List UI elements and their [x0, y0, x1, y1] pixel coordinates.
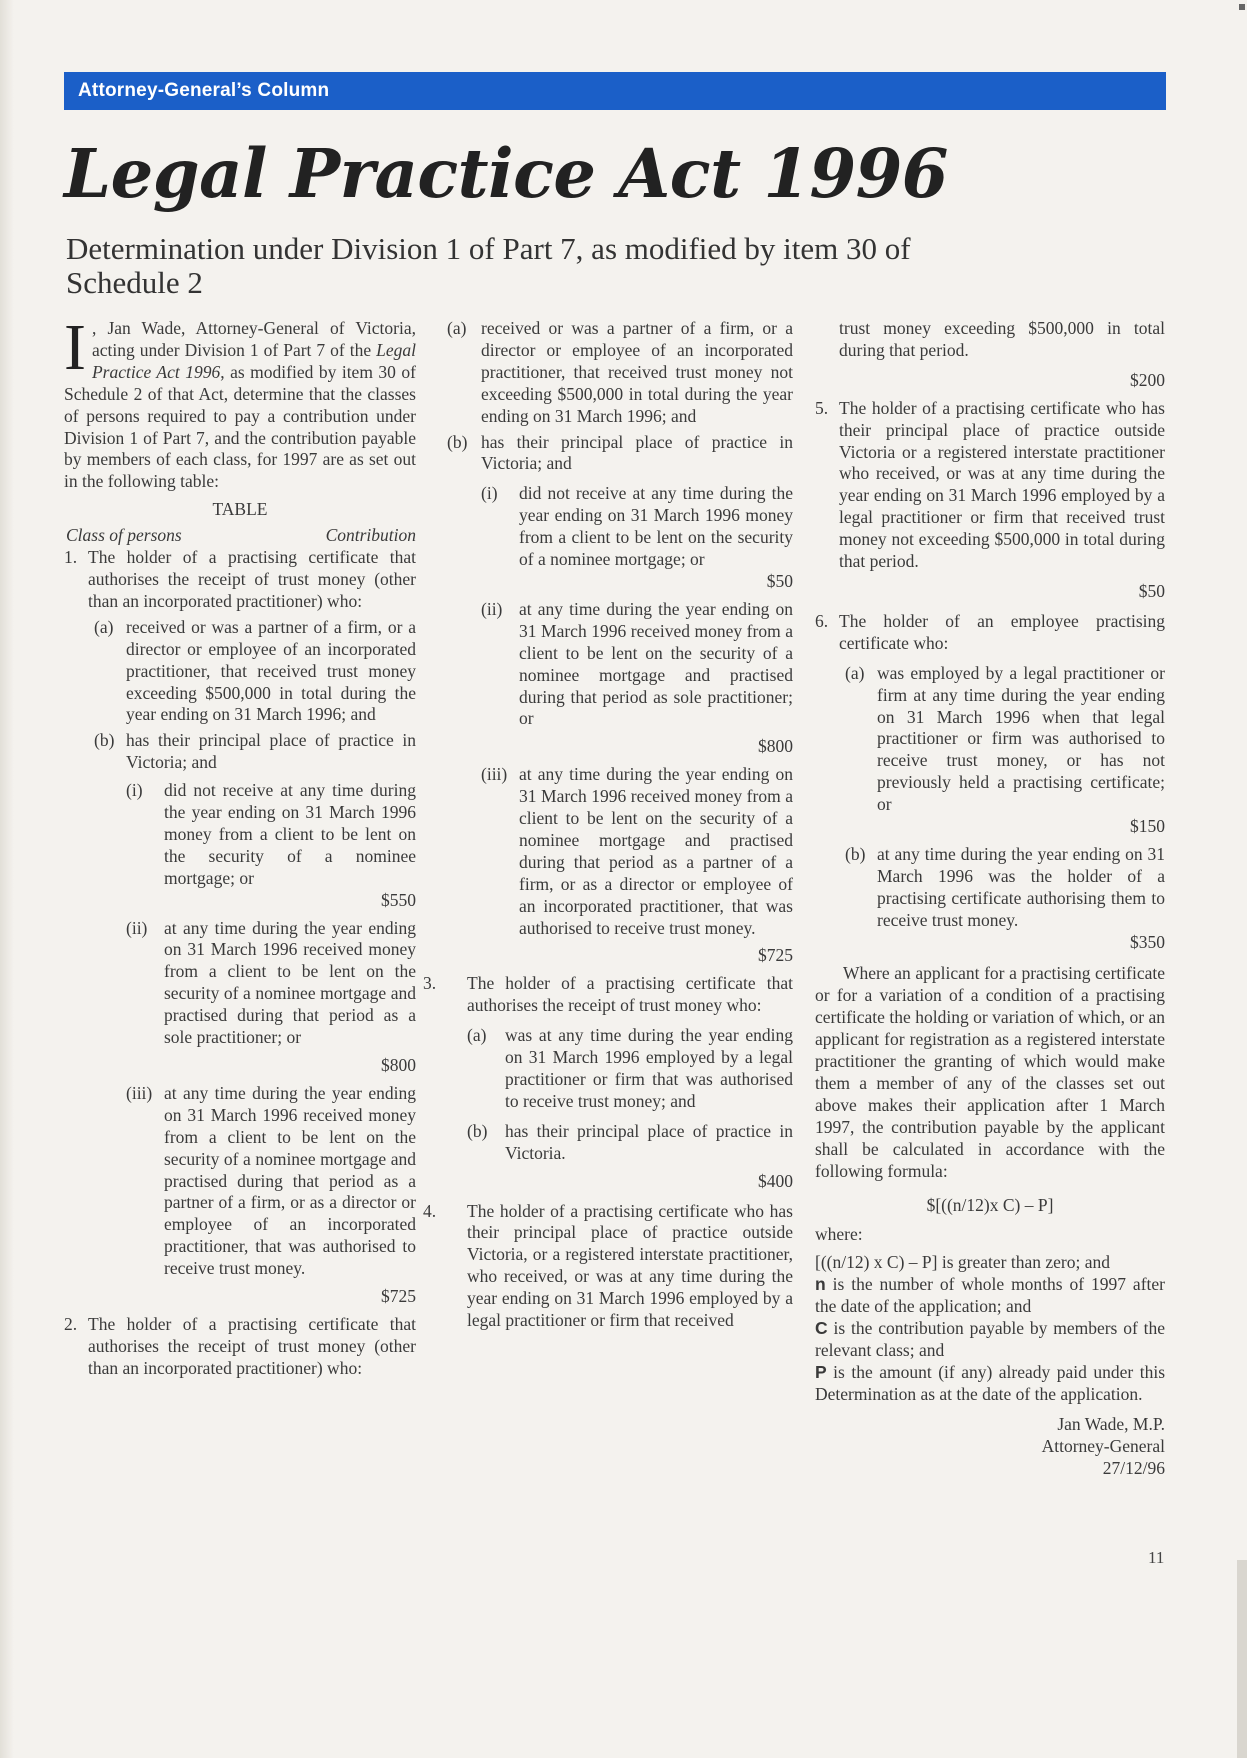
where-label: where: [815, 1224, 863, 1245]
class-item-1b: (b) has their principal place of practice in Victoria; and [94, 730, 416, 773]
class-item-6: 6. The holder of an employee practising certificate who: [815, 610, 1165, 653]
page-title: Legal Practice Act 1996 [64, 134, 948, 213]
contribution-amount: $800 [381, 1055, 416, 1075]
definition-c: C is the contribution payable by members of the relevant class; and [815, 1318, 1165, 1360]
signature-role: Attorney-General [1041, 1435, 1165, 1456]
class-item-1a: (a) received or was a partner of a firm, or a director or employee of an incorporated practitioner, that received trust money exceeding $500,000 in total during the year ending on 31 March 1996; and [94, 616, 416, 725]
class-item-2b-i: (i) did not receive at any time during the year ending on 31 March 1996 money from a client to be lent on the security of a nominee mortgage; or [481, 483, 793, 570]
intro-paragraph: I , Jan Wade, Attorney-General of Victoria, acting under Division 1 of Part 7 of the Legal Practice Act 1996, as modified by item 30 of Schedule 2 of that Act, determine that the classes of persons required to pay a contribution under Division 1 of Part 7, and the contribution payable by members of each class, for 1997 are as set out in the following table: [64, 311, 416, 492]
class-item-3: 3. The holder of a practising certificate that authorises the receipt of trust money who: [423, 973, 793, 1016]
contribution-heading: Contribution [325, 525, 416, 546]
page-number: 11 [1148, 1548, 1165, 1567]
column-header-band [64, 72, 1166, 110]
page-curl-shadow [1237, 1560, 1247, 1758]
class-item-3b: (b) has their principal place of practice in Victoria. [467, 1120, 793, 1163]
act-name: Legal Practice Act 1996 [91, 339, 416, 382]
contribution-amount: $400 [758, 1170, 793, 1191]
formula-condition: [((n/12) x C) – P] is greater than zero; and [815, 1252, 1110, 1273]
column-label: Attorney-General’s Column [78, 80, 330, 101]
closing-paragraph: Where an applicant for a practising certificate or for a variation of a condition of a practising certificate the holding or variation of which, or an applicant for registration as a registered interstate practitioner the granting of which would make them a member of any of the classes set out above makes their application after 1 March 1997, the contribution payable by the applicant shall be calculated in accordance with the following formula: [815, 963, 1165, 1181]
class-item-2a: (a) received or was a partner of a firm, or a director or employee of an incorporated practitioner, that received trust money not exceeding $500,000 in total during the year ending on 31 March 1996; and [447, 318, 793, 426]
contribution-formula: $[((n/12)x C) – P] [926, 1194, 1054, 1215]
definition-p: P is the amount (if any) already paid under this Determination as at the date of the application. [815, 1361, 1165, 1404]
page-edge-shadow [0, 0, 14, 1758]
scan-mark [1239, 4, 1245, 10]
page-subtitle: Determination under Division 1 of Part 7, as modified by item 30 of Schedule 2 [66, 231, 911, 300]
contribution-amount: $350 [1130, 931, 1165, 952]
column-3 [815, 318, 1165, 1479]
definition-n: n is the number of whole months of 1997 after the date of the application; and [815, 1274, 1165, 1317]
class-item-2b-ii: (ii) at any time during the year ending on 31 March 1996 received money from a client to be lent on the security of a nominee mortgage and practised during that period as sole practitioner; or [481, 598, 793, 729]
class-item-2b: (b) has their principal place of practice in Victoria; and [447, 431, 793, 474]
contribution-amount: $150 [1130, 816, 1165, 837]
contribution-amount: $50 [1138, 580, 1165, 601]
contribution-amount: $725 [381, 1286, 416, 1307]
class-item-4: 4. The holder of a practising certificate who has their principal place of practice outside Victoria, or a registered interstate practitioner, who received, or was at any time during the year ending on 31 March 1996 employed by a legal practitioner or firm that received [423, 1200, 793, 1331]
contribution-amount: $800 [758, 736, 793, 757]
contribution-amount: $550 [381, 889, 416, 910]
column-2 [423, 318, 793, 1332]
class-item-1b-i: (i) did not receive at any time during the year ending on 31 March 1996 money from a client to be lent on the security of a nominee mortgage; or [126, 780, 416, 888]
class-item-4-continued: trust money exceeding $500,000 in total during that period. [839, 318, 1165, 360]
drop-cap: I [64, 311, 86, 384]
class-of-persons-heading: Class of persons [66, 525, 182, 546]
class-item-2: 2. The holder of a practising certificate that authorises the receipt of trust money (other than an incorporated practitioner) who: [64, 1313, 416, 1378]
contribution-amount: $200 [1130, 369, 1165, 390]
class-item-2b-iii: (iii) at any time during the year ending on 31 March 1996 received money from a client to be lent on the security of a nominee mortgage and practised during that period as a partner of a firm, or as a director or employee of an incorporated practitioner, that was authorised to receive trust money. [481, 764, 793, 938]
signature-name: Jan Wade, M.P. [1057, 1413, 1165, 1434]
class-item-6b: (b) at any time during the year ending on 31 March 1996 was the holder of a practising certificate authorising them to receive trust money. [845, 843, 1165, 930]
class-item-1b-iii: (iii) at any time during the year ending on 31 March 1996 received money from a client to be lent on the security of a nominee mortgage and practised during that period as a partner of a firm, or as a director or employee of an incorporated practitioner, that was authorised to receive trust money. [126, 1082, 416, 1279]
contribution-amount: $50 [766, 570, 793, 591]
contribution-amount: $725 [758, 945, 793, 966]
class-item-1: 1. The holder of a practising certificate that authorises the receipt of trust money (other than an incorporated practitioner) who: [64, 547, 416, 611]
table-heading: TABLE [212, 499, 268, 520]
table-columns [64, 525, 416, 547]
class-item-5: 5. The holder of a practising certificate who has their principal place of practice outside Victoria or a registered interstate practitioner who received, or was at any time during the year ending on 31 March 1996 employed by a legal practitioner or firm that received trust money not exceeding $500,000 in total during that period. [815, 397, 1165, 572]
signature-date: 27/12/96 [1102, 1457, 1165, 1478]
class-item-1b-ii: (ii) at any time during the year ending on 31 March 1996 received money from a client to be lent on the security of a nominee mortgage and practised during that period as a sole practitioner; or [126, 917, 416, 1048]
column-1 [64, 311, 416, 1380]
class-item-6a: (a) was employed by a legal practitioner or firm at any time during the year ending on 31 March 1996 when that legal practitioner or firm was authorised to receive trust money, or has not previously held a practising certificate; or [845, 662, 1165, 815]
class-item-3a: (a) was at any time during the year ending on 31 March 1996 employed by a legal practitioner or firm that was authorised to receive trust money; and [467, 1025, 793, 1111]
